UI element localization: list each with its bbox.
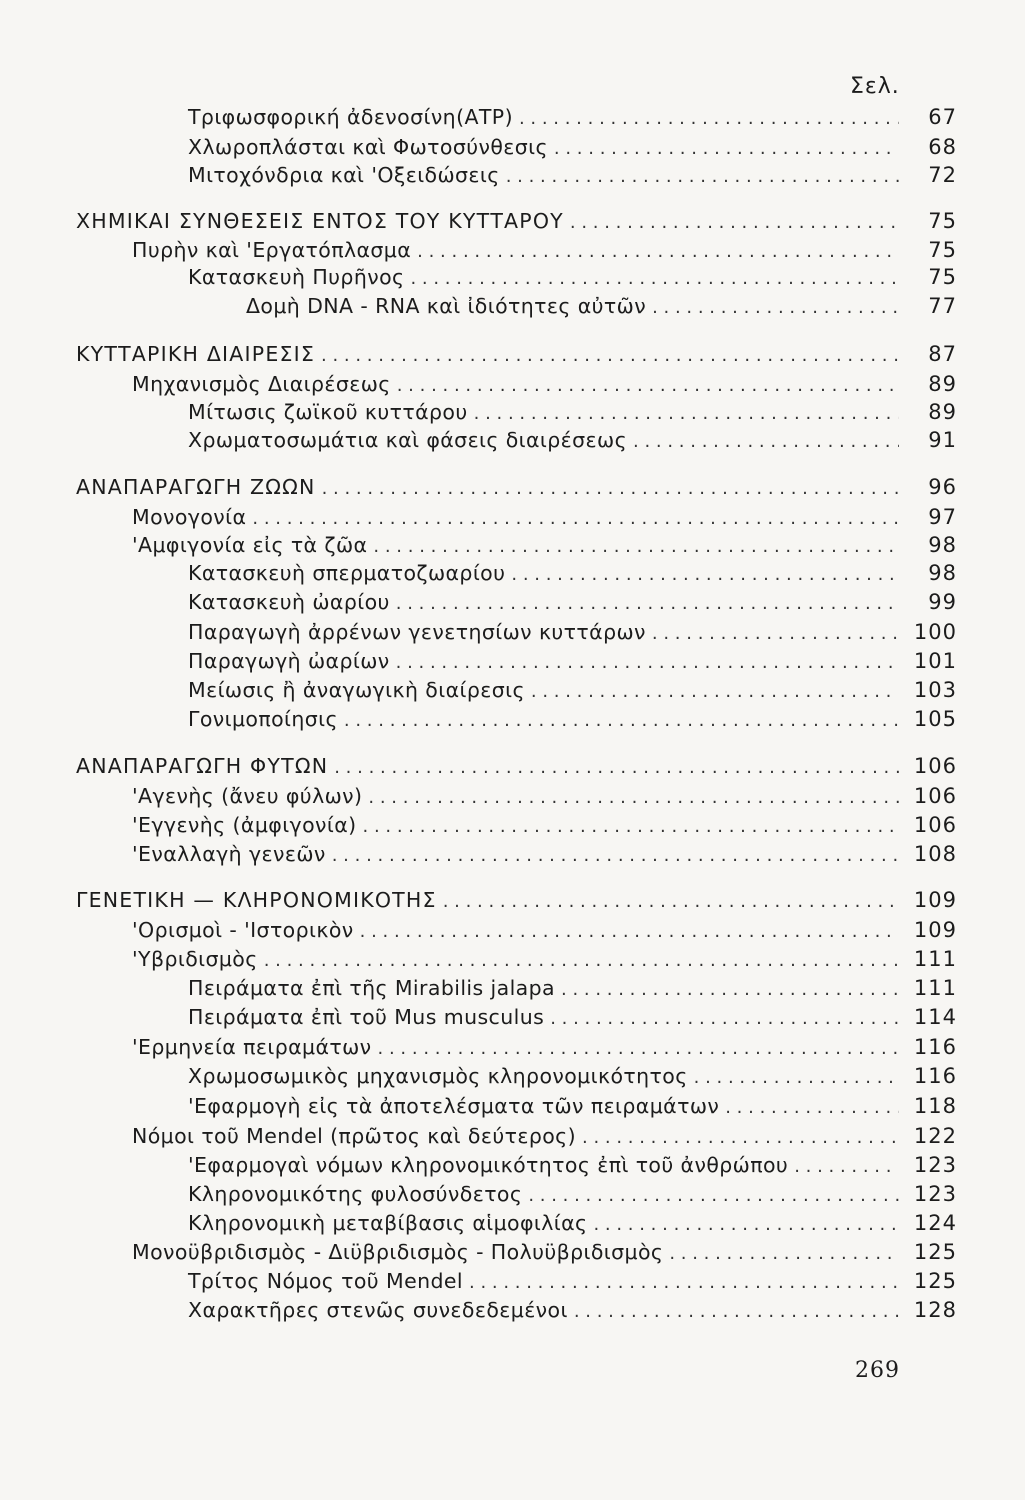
toc-entry bbox=[188, 1064, 957, 1094]
toc-entry bbox=[188, 678, 957, 708]
toc-entry-page: 98 bbox=[928, 561, 957, 585]
toc-entry-title: 'Εναλλαγὴ γενεῶν bbox=[132, 842, 326, 866]
toc-entry-page: 99 bbox=[928, 590, 957, 614]
toc-entry-title: Κατασκευὴ ὠαρίου bbox=[188, 590, 390, 614]
toc-entry-page: 91 bbox=[928, 428, 957, 452]
toc-entry-title: ΧΗΜΙΚΑΙ ΣΥΝΘΕΣΕΙΣ ΕΝΤΟΣ ΤΟΥ ΚΥΤΤΑΡΟΥ bbox=[76, 209, 564, 233]
toc-entry-title: Χρωματοσωμάτια καὶ φάσεις διαιρέσεως bbox=[188, 428, 628, 452]
toc-section-heading bbox=[76, 888, 957, 918]
toc-entry-page: 123 bbox=[913, 1182, 957, 1206]
toc-entry-page: 89 bbox=[928, 400, 957, 424]
toc-entry bbox=[132, 1035, 957, 1065]
dot-leader bbox=[373, 536, 899, 557]
toc-entry-title: Χαρακτῆρες στενῶς συνεδεδεμένοι bbox=[188, 1298, 568, 1322]
toc-entry bbox=[188, 163, 957, 193]
toc-entry bbox=[188, 400, 957, 430]
toc-entry-page: 97 bbox=[928, 505, 957, 529]
toc-entry-page: 77 bbox=[928, 294, 957, 318]
page-number: 269 bbox=[855, 1358, 900, 1383]
dot-leader bbox=[550, 1008, 899, 1029]
toc-entry-page: 100 bbox=[913, 620, 957, 644]
toc-entry bbox=[132, 813, 957, 843]
toc-entry bbox=[132, 372, 957, 402]
toc-entry-title: 'Εφαρμογαὶ νόμων κληρονομικότητος ἐπὶ τοῦ ἀνθρώπου bbox=[188, 1153, 789, 1177]
toc-entry-title: Κληρονομικότης φυλοσύνδετος bbox=[188, 1182, 523, 1206]
toc-entry bbox=[132, 918, 957, 948]
toc-entry bbox=[188, 561, 957, 591]
toc-entry-page: 72 bbox=[928, 163, 957, 187]
toc-entry-title: Κατασκευὴ Πυρῆνος bbox=[188, 265, 405, 289]
toc-entry bbox=[132, 238, 957, 268]
dot-leader bbox=[322, 478, 899, 499]
toc-entry-title: ΑΝΑΠΑΡΑΓΩΓΗ ΦΥΤΩΝ bbox=[76, 754, 329, 778]
toc-entry-page: 109 bbox=[913, 918, 957, 942]
dot-leader bbox=[252, 508, 899, 529]
toc-entry-page: 106 bbox=[913, 784, 957, 808]
toc-entry bbox=[132, 1124, 957, 1154]
toc-entry-title: Μηχανισμὸς Διαιρέσεως bbox=[132, 372, 391, 396]
toc-entry bbox=[132, 533, 957, 563]
dot-leader bbox=[794, 1156, 899, 1177]
toc-section-heading bbox=[76, 342, 957, 372]
toc-entry-page: 103 bbox=[913, 678, 957, 702]
toc-entry-title: ΚΥΤΤΑΡΙΚΗ ΔΙΑΙΡΕΣΙΣ bbox=[76, 342, 316, 366]
toc-entry bbox=[188, 105, 957, 135]
toc-entry-page: 123 bbox=[913, 1153, 957, 1177]
toc-entry-title: Μονογονία bbox=[132, 505, 247, 529]
toc-entry-page: 128 bbox=[913, 1298, 957, 1322]
page-column-label: Σελ. bbox=[850, 74, 900, 99]
dot-leader bbox=[582, 1127, 899, 1148]
dot-leader bbox=[519, 108, 899, 129]
toc-entry-page: 75 bbox=[928, 209, 957, 233]
toc-entry-page: 114 bbox=[913, 1005, 957, 1029]
toc-entry-page: 96 bbox=[928, 475, 957, 499]
dot-leader bbox=[396, 593, 899, 614]
toc-entry bbox=[132, 1240, 957, 1270]
toc-section-heading bbox=[76, 475, 957, 505]
dot-leader bbox=[531, 681, 899, 702]
toc-entry-title: 'Εφαρμογὴ εἰς τὰ ἀποτελέσματα τῶν πειραμάτων bbox=[188, 1094, 720, 1118]
toc-entry-page: 98 bbox=[928, 533, 957, 557]
dot-leader bbox=[554, 138, 899, 159]
toc-entry bbox=[188, 620, 957, 650]
dot-leader bbox=[725, 1097, 899, 1118]
toc-entry bbox=[188, 1182, 957, 1212]
toc-entry bbox=[132, 842, 957, 872]
toc-entry-title: Πειράματα ἐπὶ τοῦ Mus musculus bbox=[188, 1005, 545, 1029]
toc-entry-title: Μείωσις ἢ ἀναγωγικὴ διαίρεσις bbox=[188, 678, 525, 702]
dot-leader bbox=[652, 623, 899, 644]
toc-entry-page: 108 bbox=[913, 842, 957, 866]
dot-leader bbox=[506, 166, 899, 187]
toc-entry-title: Δομὴ DNA - RNA καὶ ἰδιότητες αὐτῶν bbox=[246, 294, 647, 318]
dot-leader bbox=[344, 710, 899, 731]
toc-entry-page: 75 bbox=[928, 238, 957, 262]
toc-entry-title: Χρωμοσωμικὸς μηχανισμὸς κληρονομικότητος bbox=[188, 1064, 688, 1088]
toc-entry-page: 105 bbox=[913, 707, 957, 731]
toc-entry bbox=[188, 590, 957, 620]
toc-entry-title: Τρίτος Νόμος τοῦ Mendel bbox=[188, 1269, 463, 1293]
toc-entry-page: 67 bbox=[928, 105, 957, 129]
dot-leader bbox=[443, 891, 899, 912]
toc-entry-title: Τριφωσφορική ἀδενοσίνη(ΑΤΡ) bbox=[188, 105, 513, 129]
toc-entry-page: 106 bbox=[913, 813, 957, 837]
toc-entry-page: 87 bbox=[928, 342, 957, 366]
toc-entry-page: 125 bbox=[913, 1240, 957, 1264]
dot-leader bbox=[417, 241, 899, 262]
toc-entry-page: 116 bbox=[913, 1064, 957, 1088]
dot-leader bbox=[363, 816, 899, 837]
dot-leader bbox=[561, 979, 899, 1000]
dot-leader bbox=[410, 268, 899, 289]
toc-entry-title: Πειράματα ἐπὶ τῆς Mirabilis jalapa bbox=[188, 976, 556, 1000]
dot-leader bbox=[574, 1301, 899, 1322]
toc-entry bbox=[188, 1211, 957, 1241]
toc-entry-page: 122 bbox=[913, 1124, 957, 1148]
toc-entry-title: Κατασκευὴ σπερματοζωαρίου bbox=[188, 561, 506, 585]
dot-leader bbox=[378, 1038, 899, 1059]
toc-section-heading bbox=[76, 754, 957, 784]
toc-entry-page: 75 bbox=[928, 265, 957, 289]
toc-entry-title: Μονοϋβριδισμὸς - Διϋβριδισμὸς - Πολυϋβριδισμὸς bbox=[132, 1240, 664, 1264]
toc-entry-title: 'Εγγενὴς (ἀμφιγονία) bbox=[132, 813, 357, 837]
toc-entry-title: Χλωροπλάσται καὶ Φωτοσύνθεσις bbox=[188, 135, 548, 159]
toc-entry-title: Μίτωσις ζωϊκοῦ κυττάρου bbox=[188, 400, 468, 424]
toc-entry-title: Μιτοχόνδρια καὶ 'Οξειδώσεις bbox=[188, 163, 500, 187]
toc-entry bbox=[188, 1298, 957, 1328]
toc-entry bbox=[188, 707, 957, 737]
dot-leader bbox=[332, 845, 899, 866]
toc-entry-page: 111 bbox=[913, 947, 957, 971]
dot-leader bbox=[474, 403, 899, 424]
toc-entry bbox=[188, 649, 957, 679]
toc-entry-page: 111 bbox=[913, 976, 957, 1000]
dot-leader bbox=[528, 1185, 899, 1206]
toc-entry-title: 'Αγενὴς (ἄνευ φύλων) bbox=[132, 784, 363, 808]
dot-leader bbox=[511, 564, 899, 585]
toc-entry bbox=[188, 428, 957, 458]
dot-leader bbox=[397, 375, 899, 396]
toc-entry-page: 101 bbox=[913, 649, 957, 673]
toc-entry bbox=[132, 505, 957, 535]
toc-entry-title: Παραγωγὴ ἀρρένων γενετησίων κυττάρων bbox=[188, 620, 646, 644]
dot-leader bbox=[570, 212, 899, 233]
toc-entry-title: Κληρονομικὴ μεταβίβασις αἱμοφιλίας bbox=[188, 1211, 588, 1235]
toc-entry-page: 125 bbox=[913, 1269, 957, 1293]
dot-leader bbox=[334, 757, 899, 778]
dot-leader bbox=[593, 1214, 899, 1235]
dot-leader bbox=[633, 431, 899, 452]
toc-entry-page: 118 bbox=[913, 1094, 957, 1118]
toc-entry-page: 124 bbox=[913, 1211, 957, 1235]
dot-leader bbox=[321, 345, 899, 366]
toc-entry bbox=[188, 1153, 957, 1183]
toc-entry bbox=[246, 294, 957, 324]
toc-entry-page: 68 bbox=[928, 135, 957, 159]
toc-entry bbox=[188, 1269, 957, 1299]
toc-entry bbox=[132, 947, 957, 977]
toc-entry-title: 'Αμφιγονία εἰς τὰ ζῶα bbox=[132, 533, 368, 557]
toc-entry bbox=[188, 135, 957, 165]
toc-entry-title: Νόμοι τοῦ Mendel (πρῶτος καὶ δεύτερος) bbox=[132, 1124, 576, 1148]
toc-entry-title: Γονιμοποίησις bbox=[188, 707, 338, 731]
toc-section-heading bbox=[76, 209, 957, 239]
toc-entry bbox=[132, 784, 957, 814]
toc-entry-title: Παραγωγὴ ὠαρίων bbox=[188, 649, 390, 673]
toc-entry bbox=[188, 976, 957, 1006]
dot-leader bbox=[469, 1272, 899, 1293]
toc-entry-title: Πυρὴν καὶ 'Εργατόπλασμα bbox=[132, 238, 412, 262]
toc-entry-title: ΓΕΝΕΤΙΚΗ — ΚΛΗΡΟΝΟΜΙΚΟΤΗΣ bbox=[76, 888, 437, 912]
toc-entry-page: 106 bbox=[913, 754, 957, 778]
toc-entry-page: 109 bbox=[913, 888, 957, 912]
toc-entry-title: 'Υβριδισμὸς bbox=[132, 947, 258, 971]
toc-entry bbox=[188, 265, 957, 295]
toc-entry bbox=[188, 1005, 957, 1035]
dot-leader bbox=[396, 652, 899, 673]
toc-entry-title: ΑΝΑΠΑΡΑΓΩΓΗ ΖΩΩΝ bbox=[76, 475, 316, 499]
toc-entry-page: 116 bbox=[913, 1035, 957, 1059]
dot-leader bbox=[652, 297, 899, 318]
dot-leader bbox=[360, 921, 899, 942]
dot-leader bbox=[669, 1243, 899, 1264]
dot-leader bbox=[694, 1067, 899, 1088]
toc-entry bbox=[188, 1094, 957, 1124]
toc-entry-title: 'Ερμηνεία πειραμάτων bbox=[132, 1035, 372, 1059]
toc-entry-title: 'Ορισμοὶ - 'Ιστορικὸν bbox=[132, 918, 354, 942]
dot-leader bbox=[368, 787, 899, 808]
toc-entry-page: 89 bbox=[928, 372, 957, 396]
dot-leader bbox=[264, 950, 899, 971]
